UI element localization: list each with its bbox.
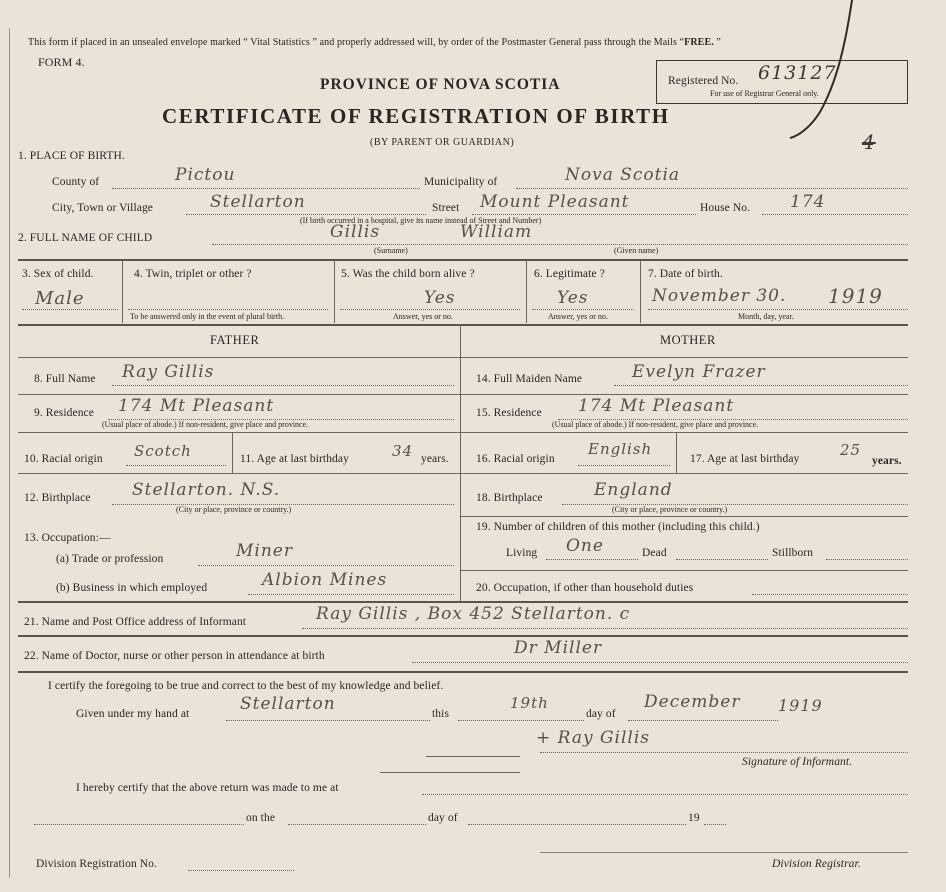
street-value: Mount Pleasant bbox=[480, 192, 630, 212]
living-value: One bbox=[566, 536, 604, 556]
given-caption: (Given name) bbox=[614, 246, 659, 255]
division-number-label: Division Registration No. bbox=[36, 858, 158, 870]
father-abode-note: (Usual place of abode.) If non-resident, give place and province. bbox=[102, 420, 309, 429]
mother-abode-note: (Usual place of abode.) If non-resident, give place and province. bbox=[552, 420, 759, 429]
sex-label: 3. Sex of child. bbox=[22, 268, 94, 280]
county-value: Pictou bbox=[175, 165, 236, 185]
mother-birthplace-label: 18. Birthplace bbox=[476, 492, 543, 504]
registered-number: 613127 bbox=[758, 62, 837, 84]
legitimate-caption: Answer, yes or no. bbox=[548, 312, 608, 321]
municipality-label: Municipality of bbox=[424, 176, 498, 188]
ink-check-mark bbox=[780, 0, 860, 145]
mother-birthplace-note: (City or place, province or country.) bbox=[612, 505, 728, 514]
hospital-note: (If birth occurred in a hospital, give its name instead of Street and Number) bbox=[300, 216, 542, 225]
mother-maiden-label: 14. Full Maiden Name bbox=[476, 373, 583, 385]
dead-label: Dead bbox=[642, 547, 667, 559]
father-residence-value: 174 Mt Pleasant bbox=[118, 396, 275, 416]
signature-label: Signature of Informant. bbox=[742, 756, 853, 768]
mother-occupation-label: 20. Occupation, if other than household duties bbox=[476, 582, 694, 594]
certificate-title: CERTIFICATE OF REGISTRATION OF BIRTH bbox=[162, 104, 670, 128]
house-label: House No. bbox=[700, 202, 751, 214]
margin-line bbox=[9, 28, 10, 878]
father-heading: FATHER bbox=[210, 333, 260, 347]
informant-label: 21. Name and Post Office address of Informant bbox=[24, 616, 247, 628]
father-name-label: 8. Full Name bbox=[34, 373, 96, 385]
mother-years: years. bbox=[872, 455, 902, 467]
mother-age-value: 25 bbox=[840, 441, 862, 459]
legitimate-label: 6. Legitimate ? bbox=[534, 268, 605, 280]
twin-label: 4. Twin, triplet or other ? bbox=[134, 268, 252, 280]
mail-notice: This form if placed in an unsealed envelope marked “ Vital Statistics ” and properly addressed will, by order of the Postmaster General pass through the Mails “FREE. ” bbox=[28, 37, 721, 48]
municipality-value: Nova Scotia bbox=[565, 165, 681, 185]
dob-year: 1919 bbox=[828, 284, 883, 308]
trade-label: (a) Trade or profession bbox=[56, 553, 164, 565]
mother-racial-label: 16. Racial origin bbox=[476, 453, 555, 465]
day-of-label: day of bbox=[586, 708, 616, 720]
sex-value: Male bbox=[35, 288, 85, 309]
certify-text: I certify the foregoing to be true and correct to the best of my knowledge and belief. bbox=[48, 680, 444, 692]
city-value: Stellarton bbox=[210, 192, 306, 212]
doctor-value: Dr Miller bbox=[514, 638, 603, 658]
child-given-name: William bbox=[460, 222, 533, 242]
mother-heading: MOTHER bbox=[660, 333, 716, 347]
dob-month-day: November 30. bbox=[652, 286, 787, 306]
registrar-use-note: For use of Registrar General only. bbox=[710, 89, 819, 98]
doctor-label: 22. Name of Doctor, nurse or other person in attendance at birth bbox=[24, 650, 325, 662]
city-label: City, Town or Village bbox=[52, 202, 154, 214]
division-registrar-label: Division Registrar. bbox=[772, 858, 861, 870]
mother-residence-label: 15. Residence bbox=[476, 407, 542, 419]
mother-birthplace-value: England bbox=[594, 480, 673, 500]
business-value: Albion Mines bbox=[262, 570, 388, 590]
registered-label: Registered No. bbox=[668, 75, 739, 87]
trade-value: Miner bbox=[236, 541, 293, 561]
month-value: December bbox=[644, 692, 741, 712]
dob-caption: Month, day, year. bbox=[738, 312, 794, 321]
father-occupation-label: 13. Occupation:— bbox=[24, 532, 111, 544]
day-value: 19th bbox=[510, 694, 549, 712]
mother-residence-value: 174 Mt Pleasant bbox=[578, 396, 735, 416]
father-years: years. bbox=[421, 453, 449, 465]
alive-caption: Answer, yes or no. bbox=[393, 312, 453, 321]
day-of-label-2: day of bbox=[428, 812, 458, 824]
father-age-label: 11. Age at last birthday bbox=[240, 453, 349, 465]
informant-value: Ray Gillis , Box 452 Stellarton. c bbox=[316, 604, 631, 624]
father-racial-value: Scotch bbox=[134, 442, 192, 460]
county-label: County of bbox=[52, 176, 100, 188]
form-number: FORM 4. bbox=[38, 55, 85, 69]
business-label: (b) Business in which employed bbox=[56, 582, 208, 594]
given-under-label: Given under my hand at bbox=[76, 708, 190, 720]
father-age-value: 34 bbox=[392, 442, 414, 460]
surname-caption: (Surname) bbox=[374, 246, 408, 255]
province-title: PROVINCE OF NOVA SCOTIA bbox=[320, 76, 561, 93]
certificate-subtitle: (BY PARENT OR GUARDIAN) bbox=[370, 137, 515, 148]
legitimate-value: Yes bbox=[557, 288, 589, 308]
living-label: Living bbox=[506, 547, 538, 559]
nineteen-label: 19 bbox=[688, 812, 700, 824]
mother-age-label: 17. Age at last birthday bbox=[690, 453, 800, 465]
father-residence-label: 9. Residence bbox=[34, 407, 94, 419]
given-place-value: Stellarton bbox=[240, 694, 336, 714]
twin-note: To be answered only in the event of plural birth. bbox=[130, 312, 285, 321]
alive-label: 5. Was the child born alive ? bbox=[341, 268, 475, 280]
return-text: I hereby certify that the above return was made to me at bbox=[76, 782, 339, 794]
place-of-birth-label: 1. PLACE OF BIRTH. bbox=[18, 150, 125, 162]
child-surname: Gillis bbox=[330, 222, 381, 242]
street-label: Street bbox=[432, 202, 460, 214]
father-racial-label: 10. Racial origin bbox=[24, 453, 103, 465]
informant-signature: + Ray Gillis bbox=[536, 728, 651, 748]
mother-maiden-value: Evelyn Frazer bbox=[632, 362, 766, 382]
year-value: 1919 bbox=[778, 696, 823, 715]
child-name-label: 2. FULL NAME OF CHILD bbox=[18, 232, 153, 244]
this-label: this bbox=[432, 708, 450, 720]
on-the-label: on the bbox=[246, 812, 276, 824]
mother-racial-value: English bbox=[588, 440, 653, 458]
father-birthplace-label: 12. Birthplace bbox=[24, 492, 91, 504]
corner-number: 4 bbox=[862, 130, 876, 154]
father-name-value: Ray Gillis bbox=[122, 362, 215, 382]
dob-label: 7. Date of birth. bbox=[648, 268, 723, 280]
house-value: 174 bbox=[790, 192, 826, 212]
alive-value: Yes bbox=[424, 288, 456, 308]
father-birthplace-value: Stellarton. N.S. bbox=[132, 480, 281, 500]
father-birthplace-note: (City or place, province or country.) bbox=[176, 505, 292, 514]
stillborn-label: Stillborn bbox=[772, 547, 814, 559]
children-label: 19. Number of children of this mother (including this child.) bbox=[476, 521, 760, 533]
